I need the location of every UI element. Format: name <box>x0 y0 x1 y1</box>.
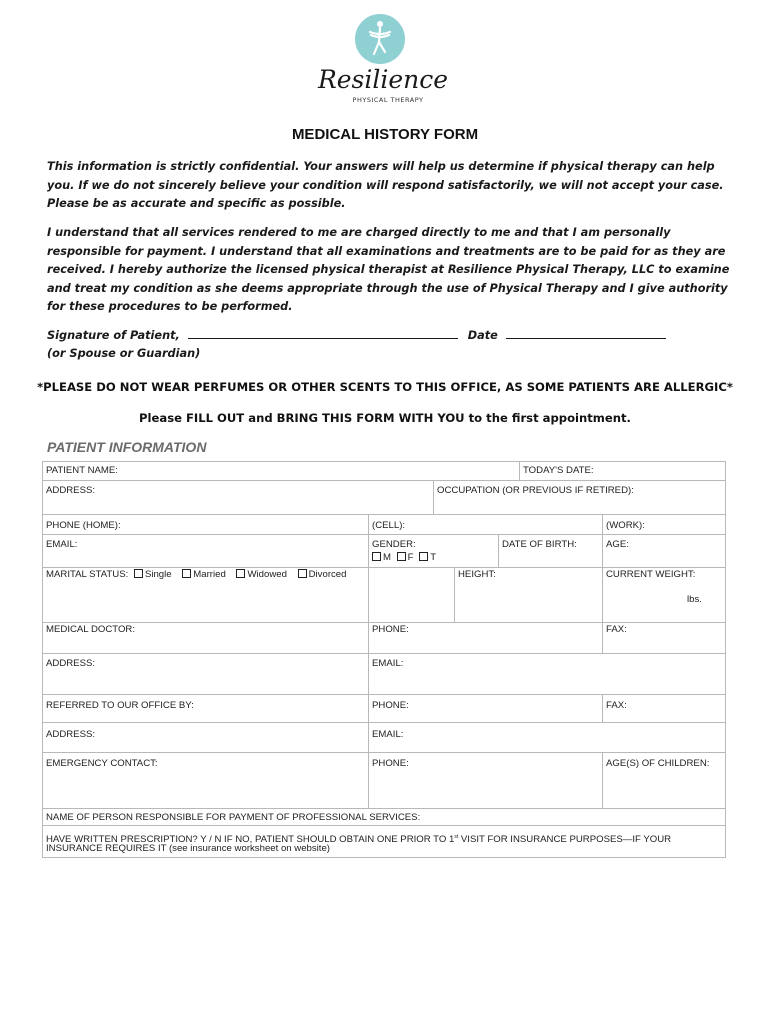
signature-label: Signature of Patient, <box>47 329 180 342</box>
lbs-label: lbs. <box>687 594 702 605</box>
gender-t-checkbox[interactable] <box>419 552 428 561</box>
gender-m-label: M <box>383 552 391 563</box>
emergency-contact-label: EMERGENCY CONTACT: <box>46 758 158 769</box>
signature-line[interactable] <box>188 326 458 339</box>
dob-label: DATE OF BIRTH: <box>502 539 577 550</box>
resilience-logo <box>317 12 449 107</box>
gender-label: GENDER: <box>372 539 416 550</box>
address-label: ADDRESS: <box>46 485 96 496</box>
scent-notice: *PLEASE DO NOT WEAR PERFUMES OR OTHER SCENTS TO THIS OFFICE, AS SOME PATIENTS ARE ALLERGIC* <box>37 380 733 394</box>
logo-tagline: PHYSICAL THERAPY <box>352 96 424 104</box>
divorced-checkbox[interactable] <box>298 569 307 578</box>
referred-by-label: REFERRED TO OUR OFFICE BY: <box>46 700 194 711</box>
payment-person-label: NAME OF PERSON RESPONSIBLE FOR PAYMENT OF PROFESSIONAL SERVICES: <box>46 812 421 823</box>
authorization-paragraph: I understand that all services rendered to me are charged directly to me and that I am personally responsible for payment. I understand that all examinations and treatments are to be paid for as they are received. I hereby authorize the licensed physical therapist at Resilience Physical Therapy, LLC to examine and treat my condition as she deems appropriate through the use of Physical Therapy and I give authority for these procedures to be performed. <box>47 226 730 313</box>
prescription-line-2: INSURANCE REQUIRES IT (see insurance worksheet on website) <box>46 843 331 854</box>
phone-home-label: PHONE (HOME): <box>46 520 121 531</box>
widowed-checkbox[interactable] <box>236 569 245 578</box>
current-weight-label: CURRENT WEIGHT: <box>606 569 696 580</box>
doctor-address-label: ADDRESS: <box>46 658 96 669</box>
referrer-phone-label: PHONE: <box>372 700 409 711</box>
patient-information-table <box>42 461 726 857</box>
divorced-label: Divorced <box>308 569 347 580</box>
emergency-phone-label: PHONE: <box>372 758 409 769</box>
single-label: Single <box>144 569 172 580</box>
intro-paragraph: This information is strictly confidential. Your answers will help us determine if physical therapy can help you. If we do not sincerely believe your condition will respond satisfactorily, we will not accept your case. Please be as accurate and specific as possible. <box>47 160 724 210</box>
section-title: PATIENT INFORMATION <box>47 439 207 455</box>
form-title: MEDICAL HISTORY FORM <box>291 126 479 143</box>
work-phone-label: (WORK): <box>606 520 645 531</box>
referrer-email-label: EMAIL: <box>372 729 404 740</box>
doctor-email-label: EMAIL: <box>372 658 404 669</box>
married-label: Married <box>193 569 226 580</box>
referrer-fax-label: FAX: <box>606 700 627 711</box>
marital-status-row <box>46 569 346 581</box>
todays-date-label: TODAY'S DATE: <box>523 465 594 476</box>
gender-f-checkbox[interactable] <box>397 552 406 561</box>
age-label: AGE: <box>606 539 629 550</box>
bring-notice: Please FILL OUT and BRING THIS FORM WITH YOU to the first appointment. <box>139 411 631 425</box>
logo-wordmark: Resilience <box>317 65 449 94</box>
cell-phone-label: (CELL): <box>372 520 406 531</box>
single-checkbox[interactable] <box>134 569 143 578</box>
gender-m-checkbox[interactable] <box>372 552 381 561</box>
signature-block <box>47 326 666 363</box>
date-label: Date <box>467 329 498 342</box>
gender-f-label: F <box>407 552 414 563</box>
ages-of-children-label: AGE(S) OF CHILDREN: <box>606 758 710 769</box>
doctor-fax-label: FAX: <box>606 624 627 635</box>
gender-t-label: T <box>430 552 437 563</box>
medical-doctor-label: MEDICAL DOCTOR: <box>46 624 136 635</box>
height-label: HEIGHT: <box>458 569 496 580</box>
gender-options <box>369 552 436 564</box>
guardian-note: (or Spouse or Guardian) <box>47 347 201 360</box>
referrer-address-label: ADDRESS: <box>46 729 96 740</box>
occupation-label: OCCUPATION (OR PREVIOUS IF RETIRED): <box>437 485 634 496</box>
married-checkbox[interactable] <box>182 569 191 578</box>
date-line[interactable] <box>506 326 666 339</box>
widowed-label: Widowed <box>247 569 287 580</box>
doctor-phone-label: PHONE: <box>372 624 409 635</box>
marital-status-label: MARITAL STATUS: <box>46 569 129 580</box>
email-label: EMAIL: <box>46 539 78 550</box>
patient-name-label: PATIENT NAME: <box>46 465 118 476</box>
prescription-line-1: HAVE WRITTEN PRESCRIPTION? Y / N IF NO, PATIENT SHOULD OBTAIN ONE PRIOR TO 1st VISIT FOR INSURANCE PURPOSES—IF YOUR <box>46 834 672 846</box>
